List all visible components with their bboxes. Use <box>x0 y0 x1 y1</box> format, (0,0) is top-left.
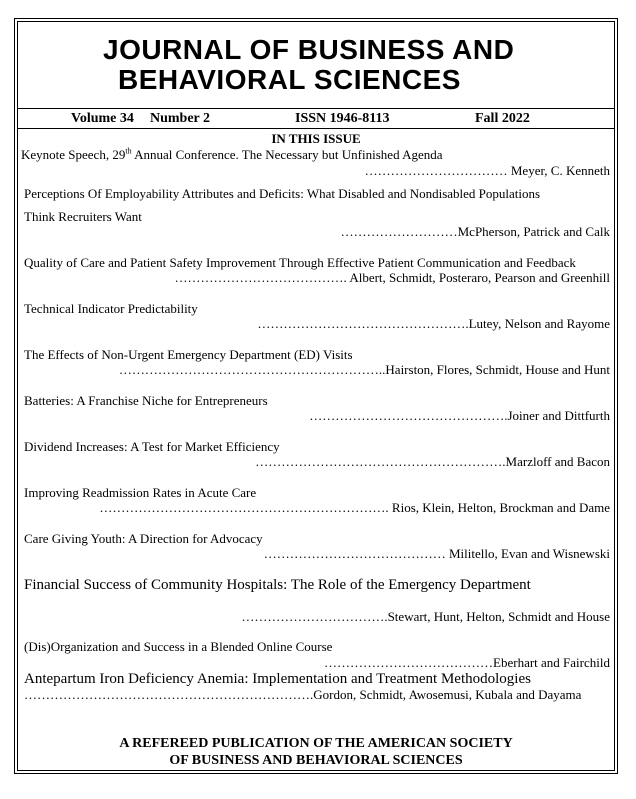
article-title: (Dis)Organization and Success in a Blended Online Course <box>24 639 333 654</box>
article-byline: …………………………………Eberhart and Fairchild <box>324 655 610 670</box>
masthead-rule <box>17 108 615 109</box>
article-title: The Effects of Non-Urgent Emergency Department (ED) Visits <box>24 347 353 362</box>
issue-season: Fall 2022 <box>475 111 530 126</box>
article-authors: Marzloff and Bacon <box>505 454 610 469</box>
article-byline: ………………………………………….Lutey, Nelson and Rayome <box>257 316 610 331</box>
article-byline: ……………………………………………………..Hairston, Flores, Schmidt, House and Hunt <box>118 362 610 377</box>
article-authors: Gordon, Schmidt, Awosemusi, Kubala and Dayama <box>313 687 582 702</box>
article-byline: …………………………… Meyer, C. Kenneth <box>364 163 610 178</box>
article-byline: ………………………McPherson, Patrick and Calk <box>340 224 610 239</box>
section-heading: IN THIS ISSUE <box>271 131 361 146</box>
article-authors: Lutey, Nelson and Rayome <box>468 316 610 331</box>
issue-info <box>17 110 615 130</box>
journal-title-line2: BEHAVIORAL SCIENCES <box>118 64 461 95</box>
article-byline: ……………………………………….Joiner and Dittfurth <box>309 408 610 423</box>
footer-line2: OF BUSINESS AND BEHAVIORAL SCIENCES <box>169 753 463 768</box>
article-authors: Rios, Klein, Helton, Brockman and Dame <box>391 500 610 515</box>
article-authors: Stewart, Hunt, Helton, Schmidt and House <box>387 609 610 624</box>
article-title: Improving Readmission Rates in Acute Care <box>24 485 257 500</box>
article-authors: Eberhart and Fairchild <box>493 655 610 670</box>
article-title: Quality of Care and Patient Safety Improvement Through Effective Patient Communication and Feedback <box>24 255 576 270</box>
article-byline: …………………………….Stewart, Hunt, Helton, Schmidt and House <box>241 609 610 624</box>
article-title-continued: Think Recruiters Want <box>24 209 142 224</box>
article-authors: Albert, Schmidt, Posteraro, Pearson and Greenhill <box>349 270 610 285</box>
article-title: Technical Indicator Predictability <box>24 301 198 316</box>
article-authors: McPherson, Patrick and Calk <box>457 224 610 239</box>
article-authors: Hairston, Flores, Schmidt, House and Hunt <box>385 362 610 377</box>
article-byline: …………………………………… Militello, Evan and Wisnewski <box>263 546 610 561</box>
issue-number: Number 2 <box>150 111 211 126</box>
article-byline: …………………………………. Albert, Schmidt, Posteraro, Pearson and Greenhill <box>174 270 610 285</box>
article-authors: Joiner and Dittfurth <box>507 408 610 423</box>
article-byline: ………………………………………………………….Gordon, Schmidt, Awosemusi, Kubala and Dayama <box>24 687 582 702</box>
article-title: Keynote Speech, 29th Annual Conference. The Necessary but Unfinished Agenda <box>21 146 443 162</box>
article-title: Financial Success of Community Hospitals: The Role of the Emergency Department <box>24 577 531 593</box>
volume: Volume 34 <box>71 111 134 126</box>
issue-rule <box>17 128 615 129</box>
article-title: Dividend Increases: A Test for Market Efficiency <box>24 439 280 454</box>
article-byline: …………………………………………………………. Rios, Klein, Helton, Brockman and Dame <box>99 500 610 515</box>
article-title: Care Giving Youth: A Direction for Advocacy <box>24 531 263 546</box>
journal-title-line1: JOURNAL OF BUSINESS AND <box>103 34 515 65</box>
article-authors: Militello, Evan and Wisnewski <box>449 546 610 561</box>
issn: ISSN 1946-8113 <box>295 111 390 126</box>
footer-line1: A REFEREED PUBLICATION OF THE AMERICAN SOCIETY <box>119 736 513 751</box>
article-authors: Meyer, C. Kenneth <box>510 163 610 178</box>
article-byline: ………………………………………………….Marzloff and Bacon <box>255 454 610 469</box>
article-title: Perceptions Of Employability Attributes and Deficits: What Disabled and Nondisabled Populations <box>24 186 541 201</box>
article-title: Antepartum Iron Deficiency Anemia: Implementation and Treatment Methodologies <box>24 671 531 687</box>
article-title: Batteries: A Franchise Niche for Entrepreneurs <box>24 393 268 408</box>
